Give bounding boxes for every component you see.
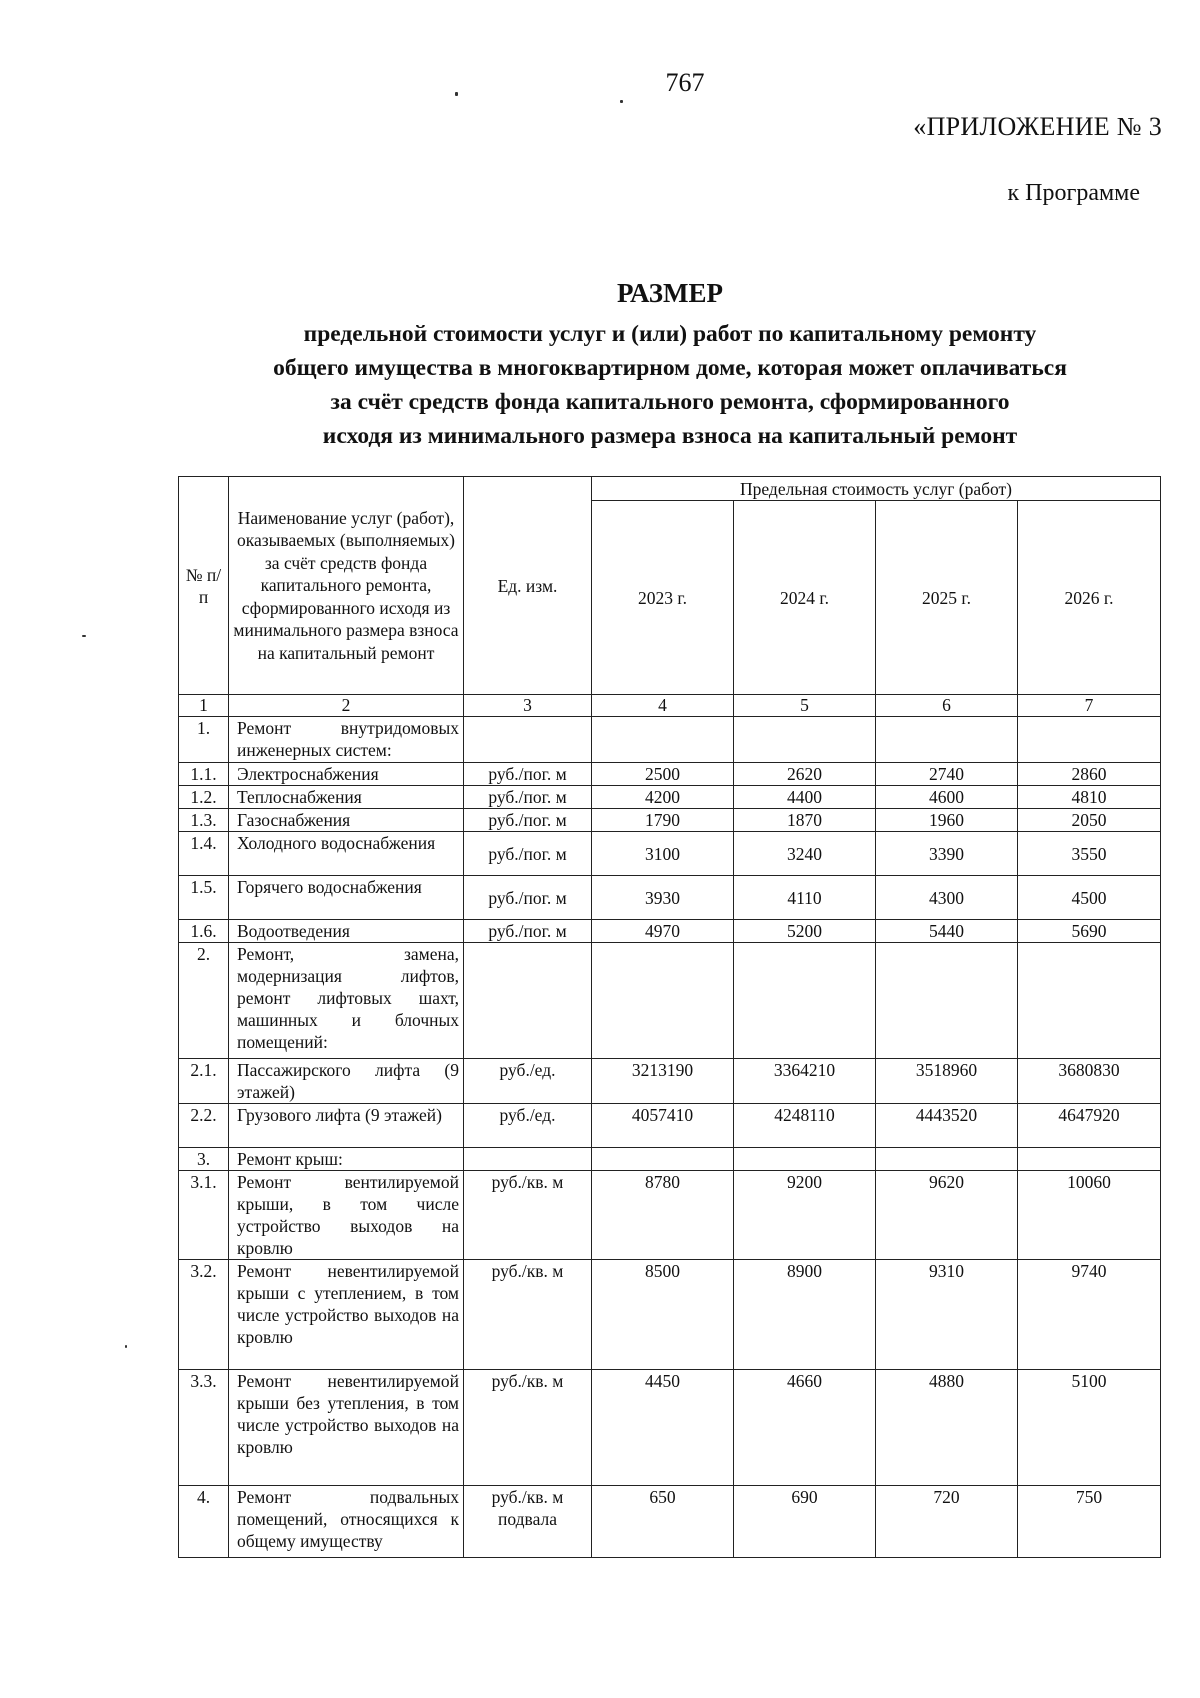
column-index: 5 [734,695,876,717]
title-line: исходя из минимального размера взноса на капитальный ремонт [322,423,1018,449]
table-row [179,763,1161,786]
row-value-2024: 690 [734,1486,876,1558]
row-value-2026: 3550 [1018,832,1161,876]
row-value-2025: 3390 [876,832,1018,876]
table-row [179,1486,1161,1558]
header-year: 2025 г. [876,501,1018,695]
header-year: 2026 г. [1018,501,1161,695]
row-name: Грузового лифта (9 этажей) [229,1104,464,1148]
row-number: 1.5. [179,876,229,920]
row-value-2025: 5440 [876,920,1018,943]
row-number: 1. [179,717,229,763]
row-value-2025: 4443520 [876,1104,1018,1148]
column-index: 2 [229,695,464,717]
scan-speck [620,100,623,103]
row-value-2026: 4647920 [1018,1104,1161,1148]
row-value-2025: 9310 [876,1260,1018,1370]
row-name: Горячего водоснабжения [229,876,464,920]
row-name: Ремонт невентилируемой крыши без утепления, в том числе устройство выходов на кровлю [229,1370,464,1486]
column-index-row [179,695,1161,717]
row-number: 3. [179,1148,229,1171]
row-unit: руб./ед. [464,1059,592,1104]
table-row [179,786,1161,809]
row-value-2026: 3680830 [1018,1059,1161,1104]
row-unit [464,717,592,763]
row-number: 3.2. [179,1260,229,1370]
table-row [179,920,1161,943]
row-number: 3.1. [179,1171,229,1260]
row-value-2026: 2860 [1018,763,1161,786]
row-unit: руб./пог. м [464,876,592,920]
header-year: 2023 г. [592,501,734,695]
row-name: Водоотведения [229,920,464,943]
title-line: предельной стоимости услуг и (или) работ по капитальному ремонту [303,321,1037,347]
scan-speck [125,1345,127,1348]
title-line: за счёт средств фонда капитального ремонта, сформированного [330,389,1010,415]
row-number: 1.1. [179,763,229,786]
row-number: 2.2. [179,1104,229,1148]
row-value-2025: 4600 [876,786,1018,809]
row-value-2026: 10060 [1018,1171,1161,1260]
row-value-2023: 3100 [592,832,734,876]
table-row [179,1370,1161,1486]
row-value-2024: 2620 [734,763,876,786]
row-number: 2. [179,943,229,1059]
row-value-2023 [592,717,734,763]
row-unit: руб./кв. м [464,1370,592,1486]
row-value-2023: 8500 [592,1260,734,1370]
row-value-2025: 4300 [876,876,1018,920]
appendix-label: «ПРИЛОЖЕНИЕ № 3 [913,112,1162,141]
header-cost-group: Предельная стоимость услуг (работ) [592,477,1161,501]
row-value-2025: 9620 [876,1171,1018,1260]
header-num: № п/п [179,477,229,695]
table-row [179,809,1161,832]
column-index: 3 [464,695,592,717]
row-value-2023: 4450 [592,1370,734,1486]
row-value-2023 [592,1148,734,1171]
column-index: 4 [592,695,734,717]
row-value-2024: 9200 [734,1171,876,1260]
title-line: общего имущества в многоквартирном доме, которая может оплачиваться [273,355,1067,381]
row-number: 2.1. [179,1059,229,1104]
row-value-2026: 2050 [1018,809,1161,832]
row-name: Ремонт подвальных помещений, относящихся к общему имуществу [229,1486,464,1558]
row-unit: руб./ед. [464,1104,592,1148]
row-value-2024 [734,717,876,763]
cost-table [178,476,1161,1558]
row-value-2025: 720 [876,1486,1018,1558]
row-number: 4. [179,1486,229,1558]
row-name: Пассажирского лифта (9 этажей) [229,1059,464,1104]
row-value-2023: 1790 [592,809,734,832]
row-value-2026: 5690 [1018,920,1161,943]
row-name: Ремонт внутридомовых инженерных систем: [229,717,464,763]
row-value-2023: 4200 [592,786,734,809]
row-unit: руб./кв. м [464,1171,592,1260]
row-value-2023: 3930 [592,876,734,920]
table-row [179,1059,1161,1104]
row-value-2024 [734,943,876,1059]
column-index: 1 [179,695,229,717]
row-name: Ремонт крыш: [229,1148,464,1171]
row-name: Электроснабжения [229,763,464,786]
row-unit [464,1148,592,1171]
row-value-2026: 9740 [1018,1260,1161,1370]
appendix-subtitle: к Программе [1007,180,1140,206]
document-title [180,278,1160,453]
row-value-2024: 8900 [734,1260,876,1370]
row-number: 1.6. [179,920,229,943]
header-name: Наименование услуг (работ), оказываемых (выполняемых) за счёт средств фонда капитального ремонта, сформированного исходя из минимального размера взноса на капитальный ремонт [229,477,464,695]
row-value-2024: 5200 [734,920,876,943]
row-value-2024: 4110 [734,876,876,920]
table-row [179,1260,1161,1370]
table-row [179,943,1161,1059]
scan-speck [455,92,458,96]
table-row [179,1171,1161,1260]
row-value-2025 [876,1148,1018,1171]
row-name: Ремонт невентилируемой крыши с утеплением, в том числе устройство выходов на кровлю [229,1260,464,1370]
row-value-2026: 4500 [1018,876,1161,920]
row-number: 1.4. [179,832,229,876]
row-unit: руб./пог. м [464,832,592,876]
row-value-2025: 3518960 [876,1059,1018,1104]
row-value-2024 [734,1148,876,1171]
row-value-2025: 1960 [876,809,1018,832]
row-value-2026 [1018,1148,1161,1171]
row-name: Холодного водоснабжения [229,832,464,876]
row-value-2026: 5100 [1018,1370,1161,1486]
table-row [179,876,1161,920]
row-value-2025 [876,943,1018,1059]
row-name: Ремонт вентилируемой крыши, в том числе устройство выходов на кровлю [229,1171,464,1260]
row-value-2023: 4970 [592,920,734,943]
page-number: 767 [665,68,705,97]
header-year: 2024 г. [734,501,876,695]
row-value-2025: 2740 [876,763,1018,786]
row-unit: руб./кв. м подвала [464,1486,592,1558]
column-index: 7 [1018,695,1161,717]
row-value-2024: 4400 [734,786,876,809]
row-unit: руб./пог. м [464,786,592,809]
row-name: Газоснабжения [229,809,464,832]
row-unit: руб./пог. м [464,809,592,832]
row-number: 1.3. [179,809,229,832]
header-unit: Ед. изм. [464,477,592,695]
row-value-2025 [876,717,1018,763]
row-unit: руб./пог. м [464,763,592,786]
table-row [179,1148,1161,1171]
row-value-2026: 750 [1018,1486,1161,1558]
row-value-2025: 4880 [876,1370,1018,1486]
table-row [179,832,1161,876]
row-unit: руб./кв. м [464,1260,592,1370]
title-main: РАЗМЕР [616,278,724,308]
row-name: Ремонт, замена, модернизация лифтов, ремонт лифтовых шахт, машинных и блочных помещений: [229,943,464,1059]
row-value-2024: 4660 [734,1370,876,1486]
table-row [179,1104,1161,1148]
scan-speck [82,635,86,637]
row-unit [464,943,592,1059]
row-value-2023: 650 [592,1486,734,1558]
row-unit: руб./пог. м [464,920,592,943]
row-value-2023: 2500 [592,763,734,786]
row-value-2023: 4057410 [592,1104,734,1148]
row-value-2024: 3240 [734,832,876,876]
row-value-2023: 8780 [592,1171,734,1260]
row-value-2026: 4810 [1018,786,1161,809]
row-value-2023 [592,943,734,1059]
row-value-2026 [1018,717,1161,763]
row-value-2024: 3364210 [734,1059,876,1104]
row-value-2026 [1018,943,1161,1059]
row-name: Теплоснабжения [229,786,464,809]
column-index: 6 [876,695,1018,717]
table-row [179,717,1161,763]
row-value-2024: 1870 [734,809,876,832]
row-value-2023: 3213190 [592,1059,734,1104]
row-value-2024: 4248110 [734,1104,876,1148]
row-number: 3.3. [179,1370,229,1486]
row-number: 1.2. [179,786,229,809]
